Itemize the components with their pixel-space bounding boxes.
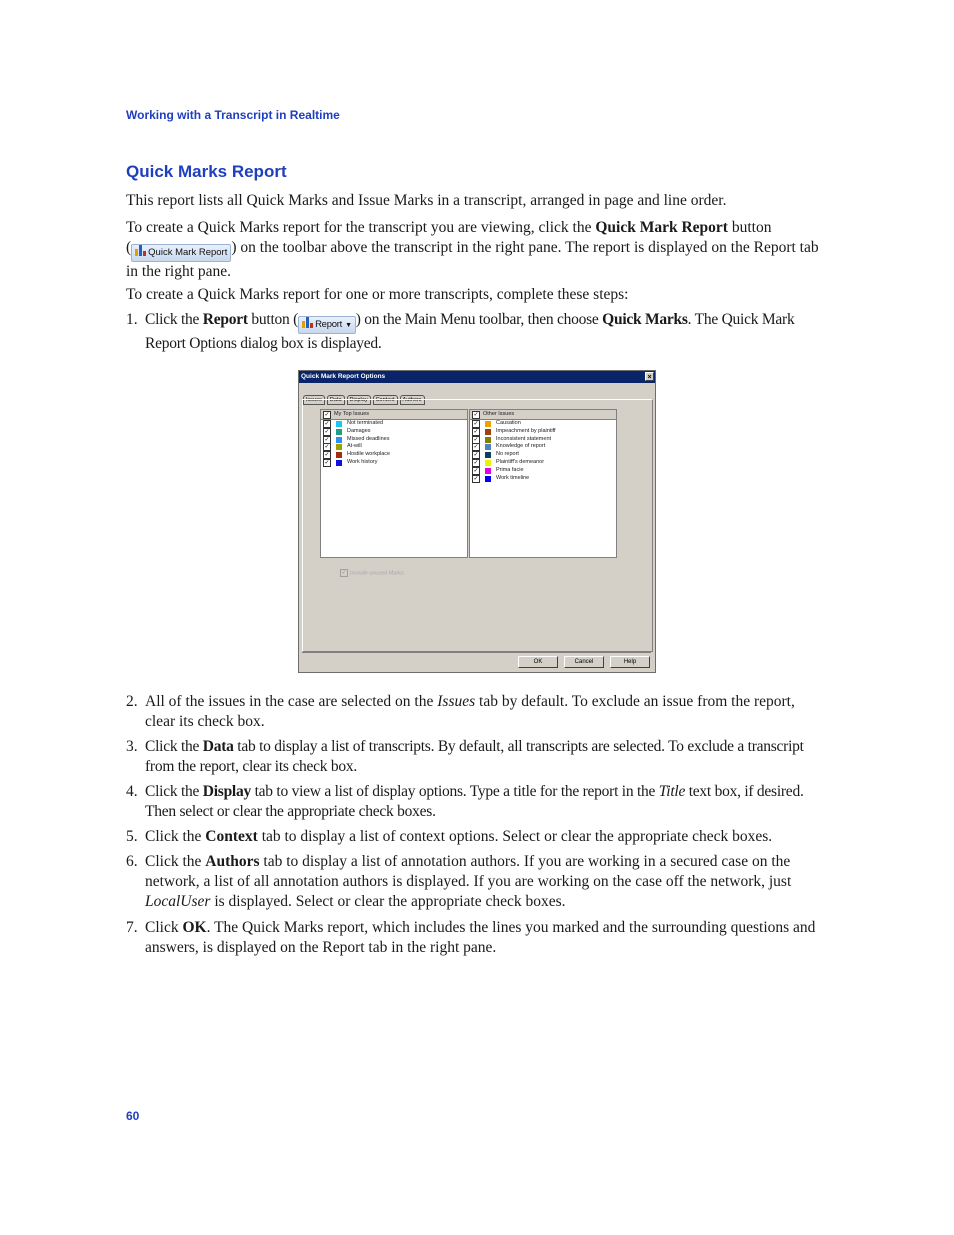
p2-bold: Quick Mark Report bbox=[595, 219, 728, 236]
p2-text-c: ) on the toolbar above the transcript in the right pane. The report is displayed on the Report tab in the right pane. bbox=[126, 239, 819, 280]
step-text: Click bbox=[145, 919, 183, 936]
issue-label: Prima facie bbox=[496, 466, 524, 473]
issue-label: Work history bbox=[347, 458, 378, 465]
intro-paragraph-3: To create a Quick Marks report for one or more transcripts, complete these steps: bbox=[126, 286, 629, 303]
step-4 bbox=[126, 782, 826, 822]
list-header bbox=[321, 410, 467, 420]
select-all-checkbox[interactable]: ✓ bbox=[473, 412, 479, 418]
color-swatch bbox=[336, 452, 342, 458]
dropdown-caret-icon: ▼ bbox=[345, 322, 352, 329]
tab-display[interactable]: Display bbox=[347, 395, 371, 405]
color-swatch bbox=[485, 444, 491, 450]
step-text: tab to display a list of transcripts. By default, all transcripts are selected. To exclude a transcript from the report, clear its check box. bbox=[145, 738, 804, 775]
step-bold: Data bbox=[202, 738, 234, 755]
step-bold: Quick Marks bbox=[602, 311, 688, 328]
step-text: text box, if desired. Then select or clear the appropriate check boxes. bbox=[145, 783, 804, 820]
list-item[interactable] bbox=[321, 451, 467, 459]
step-3 bbox=[126, 737, 826, 777]
list-item[interactable] bbox=[321, 436, 467, 444]
bar-chart-icon bbox=[302, 317, 313, 328]
list-item[interactable] bbox=[470, 428, 616, 436]
page-number: 60 bbox=[126, 1109, 140, 1123]
step-italic: Issues bbox=[437, 693, 476, 710]
step-text: tab to view a list of display options. Type a title for the report in the bbox=[251, 783, 659, 800]
report-button-image bbox=[298, 316, 356, 334]
tab-issues[interactable]: Issues bbox=[303, 395, 325, 405]
step-text: Click the bbox=[145, 738, 203, 755]
step-number: 1. bbox=[126, 311, 138, 328]
issue-label: No report bbox=[496, 451, 519, 458]
quick-mark-report-button-image bbox=[131, 244, 231, 262]
ok-button[interactable]: OK bbox=[518, 656, 558, 668]
close-icon[interactable]: × bbox=[645, 372, 654, 381]
issue-checkbox[interactable]: ✓ bbox=[473, 436, 479, 443]
color-swatch bbox=[336, 437, 342, 443]
issue-label: Missed deadlines bbox=[347, 435, 390, 442]
list-item[interactable] bbox=[470, 451, 616, 459]
tab-authors[interactable]: Authors bbox=[400, 395, 425, 405]
color-swatch bbox=[336, 444, 342, 450]
issue-checkbox[interactable]: ✓ bbox=[324, 421, 330, 427]
step-italic: LocalUser bbox=[145, 893, 211, 910]
issue-label: Hostile workplace bbox=[347, 451, 391, 458]
step-5 bbox=[126, 827, 826, 847]
list-item[interactable] bbox=[470, 459, 616, 467]
issue-checkbox[interactable]: ✓ bbox=[324, 459, 330, 466]
step-number: 7. bbox=[126, 919, 138, 936]
step-text: button ( bbox=[247, 311, 299, 328]
list-item[interactable] bbox=[321, 459, 467, 467]
p2-text-a: To create a Quick Marks report for the transcript you are viewing, click the bbox=[126, 219, 596, 236]
intro-paragraph-2 bbox=[126, 218, 826, 282]
dialog-title: Quick Mark Report Options bbox=[301, 373, 386, 380]
issue-label: Inconsistent statement bbox=[496, 435, 552, 442]
list-header-label: Other Issues bbox=[483, 411, 515, 417]
dialog-titlebar bbox=[299, 371, 655, 383]
issue-checkbox[interactable]: ✓ bbox=[473, 452, 479, 459]
step-bold: OK bbox=[182, 919, 207, 936]
issue-label: Work timeline bbox=[496, 474, 530, 481]
step-bold: Context bbox=[205, 828, 258, 845]
list-header-label: My Top Issues bbox=[334, 411, 370, 417]
bar-chart-icon bbox=[135, 245, 146, 256]
step-text: ) on the Main Menu toolbar, then choose bbox=[355, 311, 603, 328]
color-swatch bbox=[485, 437, 491, 443]
include-unused-checkbox: ✓ bbox=[341, 570, 347, 576]
select-all-checkbox[interactable]: ✓ bbox=[324, 412, 330, 418]
section-title: Quick Marks Report bbox=[126, 162, 287, 181]
include-unused-option bbox=[340, 569, 404, 577]
step-text: is displayed. Select or clear the appropriate check boxes. bbox=[210, 893, 566, 910]
issue-checkbox[interactable]: ✓ bbox=[473, 428, 479, 435]
issue-checkbox[interactable]: ✓ bbox=[473, 467, 479, 474]
list-item[interactable] bbox=[470, 420, 616, 428]
issue-checkbox[interactable]: ✓ bbox=[473, 444, 479, 451]
intro-paragraph-1: This report lists all Quick Marks and Issue Marks in a transcript, arranged in page and line order. bbox=[126, 192, 727, 209]
issue-label: Damages bbox=[347, 427, 371, 434]
step-2 bbox=[126, 692, 826, 732]
issue-label: Not terminated bbox=[347, 420, 384, 426]
color-swatch bbox=[485, 460, 491, 466]
issue-label: Knowledge of report bbox=[496, 443, 546, 450]
quick-mark-report-button-label: Quick Mark Report bbox=[148, 247, 228, 258]
report-button-label: Report bbox=[315, 319, 343, 330]
color-swatch bbox=[485, 468, 491, 474]
issue-checkbox[interactable]: ✓ bbox=[473, 475, 479, 482]
cancel-button[interactable]: Cancel bbox=[564, 656, 604, 668]
issue-checkbox[interactable]: ✓ bbox=[324, 452, 330, 459]
step-number: 5. bbox=[126, 828, 138, 845]
color-swatch bbox=[336, 421, 342, 427]
list-item[interactable] bbox=[470, 436, 616, 444]
step-text: Click the bbox=[145, 311, 203, 328]
step-text: tab by default. To exclude an issue from the report, clear its check box. bbox=[145, 693, 795, 730]
tab-data[interactable]: Data bbox=[327, 395, 345, 405]
step-number: 4. bbox=[126, 783, 138, 800]
step-bold: Display bbox=[202, 783, 251, 800]
my-top-issues-list bbox=[320, 409, 468, 558]
other-issues-list bbox=[469, 409, 617, 558]
quick-mark-report-options-dialog bbox=[298, 370, 656, 673]
step-number: 2. bbox=[126, 693, 138, 710]
step-italic: Title bbox=[658, 783, 686, 800]
list-item[interactable] bbox=[470, 443, 616, 451]
issue-label: Impeachment by plaintiff bbox=[496, 427, 556, 434]
step-text: . The Quick Marks report, which includes the lines you marked and the surrounding questions and answers, is displayed on the Report tab in the right pane. bbox=[145, 919, 816, 956]
list-header bbox=[470, 410, 616, 420]
color-swatch bbox=[485, 476, 491, 482]
step-text: tab to display a list of context options. Select or clear the appropriate check boxes. bbox=[257, 828, 773, 845]
dialog-divider bbox=[302, 652, 651, 653]
step-7 bbox=[126, 918, 826, 958]
help-button[interactable]: Help bbox=[610, 656, 650, 668]
step-number: 3. bbox=[126, 738, 138, 755]
step-1 bbox=[126, 310, 826, 354]
list-item[interactable] bbox=[321, 420, 467, 428]
issue-checkbox[interactable]: ✓ bbox=[473, 421, 479, 427]
list-item[interactable] bbox=[321, 428, 467, 436]
step-text: All of the issues in the case are selected on the bbox=[145, 693, 438, 710]
color-swatch bbox=[485, 429, 491, 435]
step-text: Click the bbox=[145, 853, 206, 870]
p2-text-b: button bbox=[727, 219, 772, 236]
running-header: Working with a Transcript in Realtime bbox=[126, 108, 340, 122]
step-text: Click the bbox=[145, 828, 206, 845]
list-item[interactable] bbox=[321, 443, 467, 451]
list-item[interactable] bbox=[470, 467, 616, 475]
color-swatch bbox=[485, 421, 491, 427]
step-number: 6. bbox=[126, 853, 138, 870]
step-bold: Report bbox=[202, 311, 248, 328]
include-unused-label: Include unused Marks bbox=[350, 570, 404, 577]
issue-checkbox[interactable]: ✓ bbox=[473, 459, 479, 466]
step-6 bbox=[126, 852, 826, 912]
issue-label: Plaintiff's demeanor bbox=[496, 458, 545, 465]
list-item[interactable] bbox=[470, 475, 616, 483]
color-swatch bbox=[336, 429, 342, 435]
color-swatch bbox=[336, 460, 342, 466]
step-text: tab to display a list of annotation authors. If you are working in a secured case on the network, a list of all annotation authors is displayed. If you are working on the case off the network, just bbox=[145, 853, 792, 890]
issue-checkbox[interactable]: ✓ bbox=[324, 436, 330, 443]
color-swatch bbox=[485, 452, 491, 458]
p2-open-paren: ( bbox=[126, 239, 132, 256]
step-bold: Authors bbox=[205, 853, 260, 870]
step-text: Click the bbox=[145, 783, 203, 800]
issue-checkbox[interactable]: ✓ bbox=[324, 444, 330, 451]
step-text: . The Quick Mark Report Options dialog box is displayed. bbox=[145, 311, 795, 352]
issue-checkbox[interactable]: ✓ bbox=[324, 428, 330, 435]
issue-label: At-will bbox=[347, 443, 362, 450]
tab-context[interactable]: Context bbox=[373, 395, 398, 405]
dialog-tabs bbox=[303, 388, 427, 403]
issue-label: Causation bbox=[496, 420, 521, 426]
